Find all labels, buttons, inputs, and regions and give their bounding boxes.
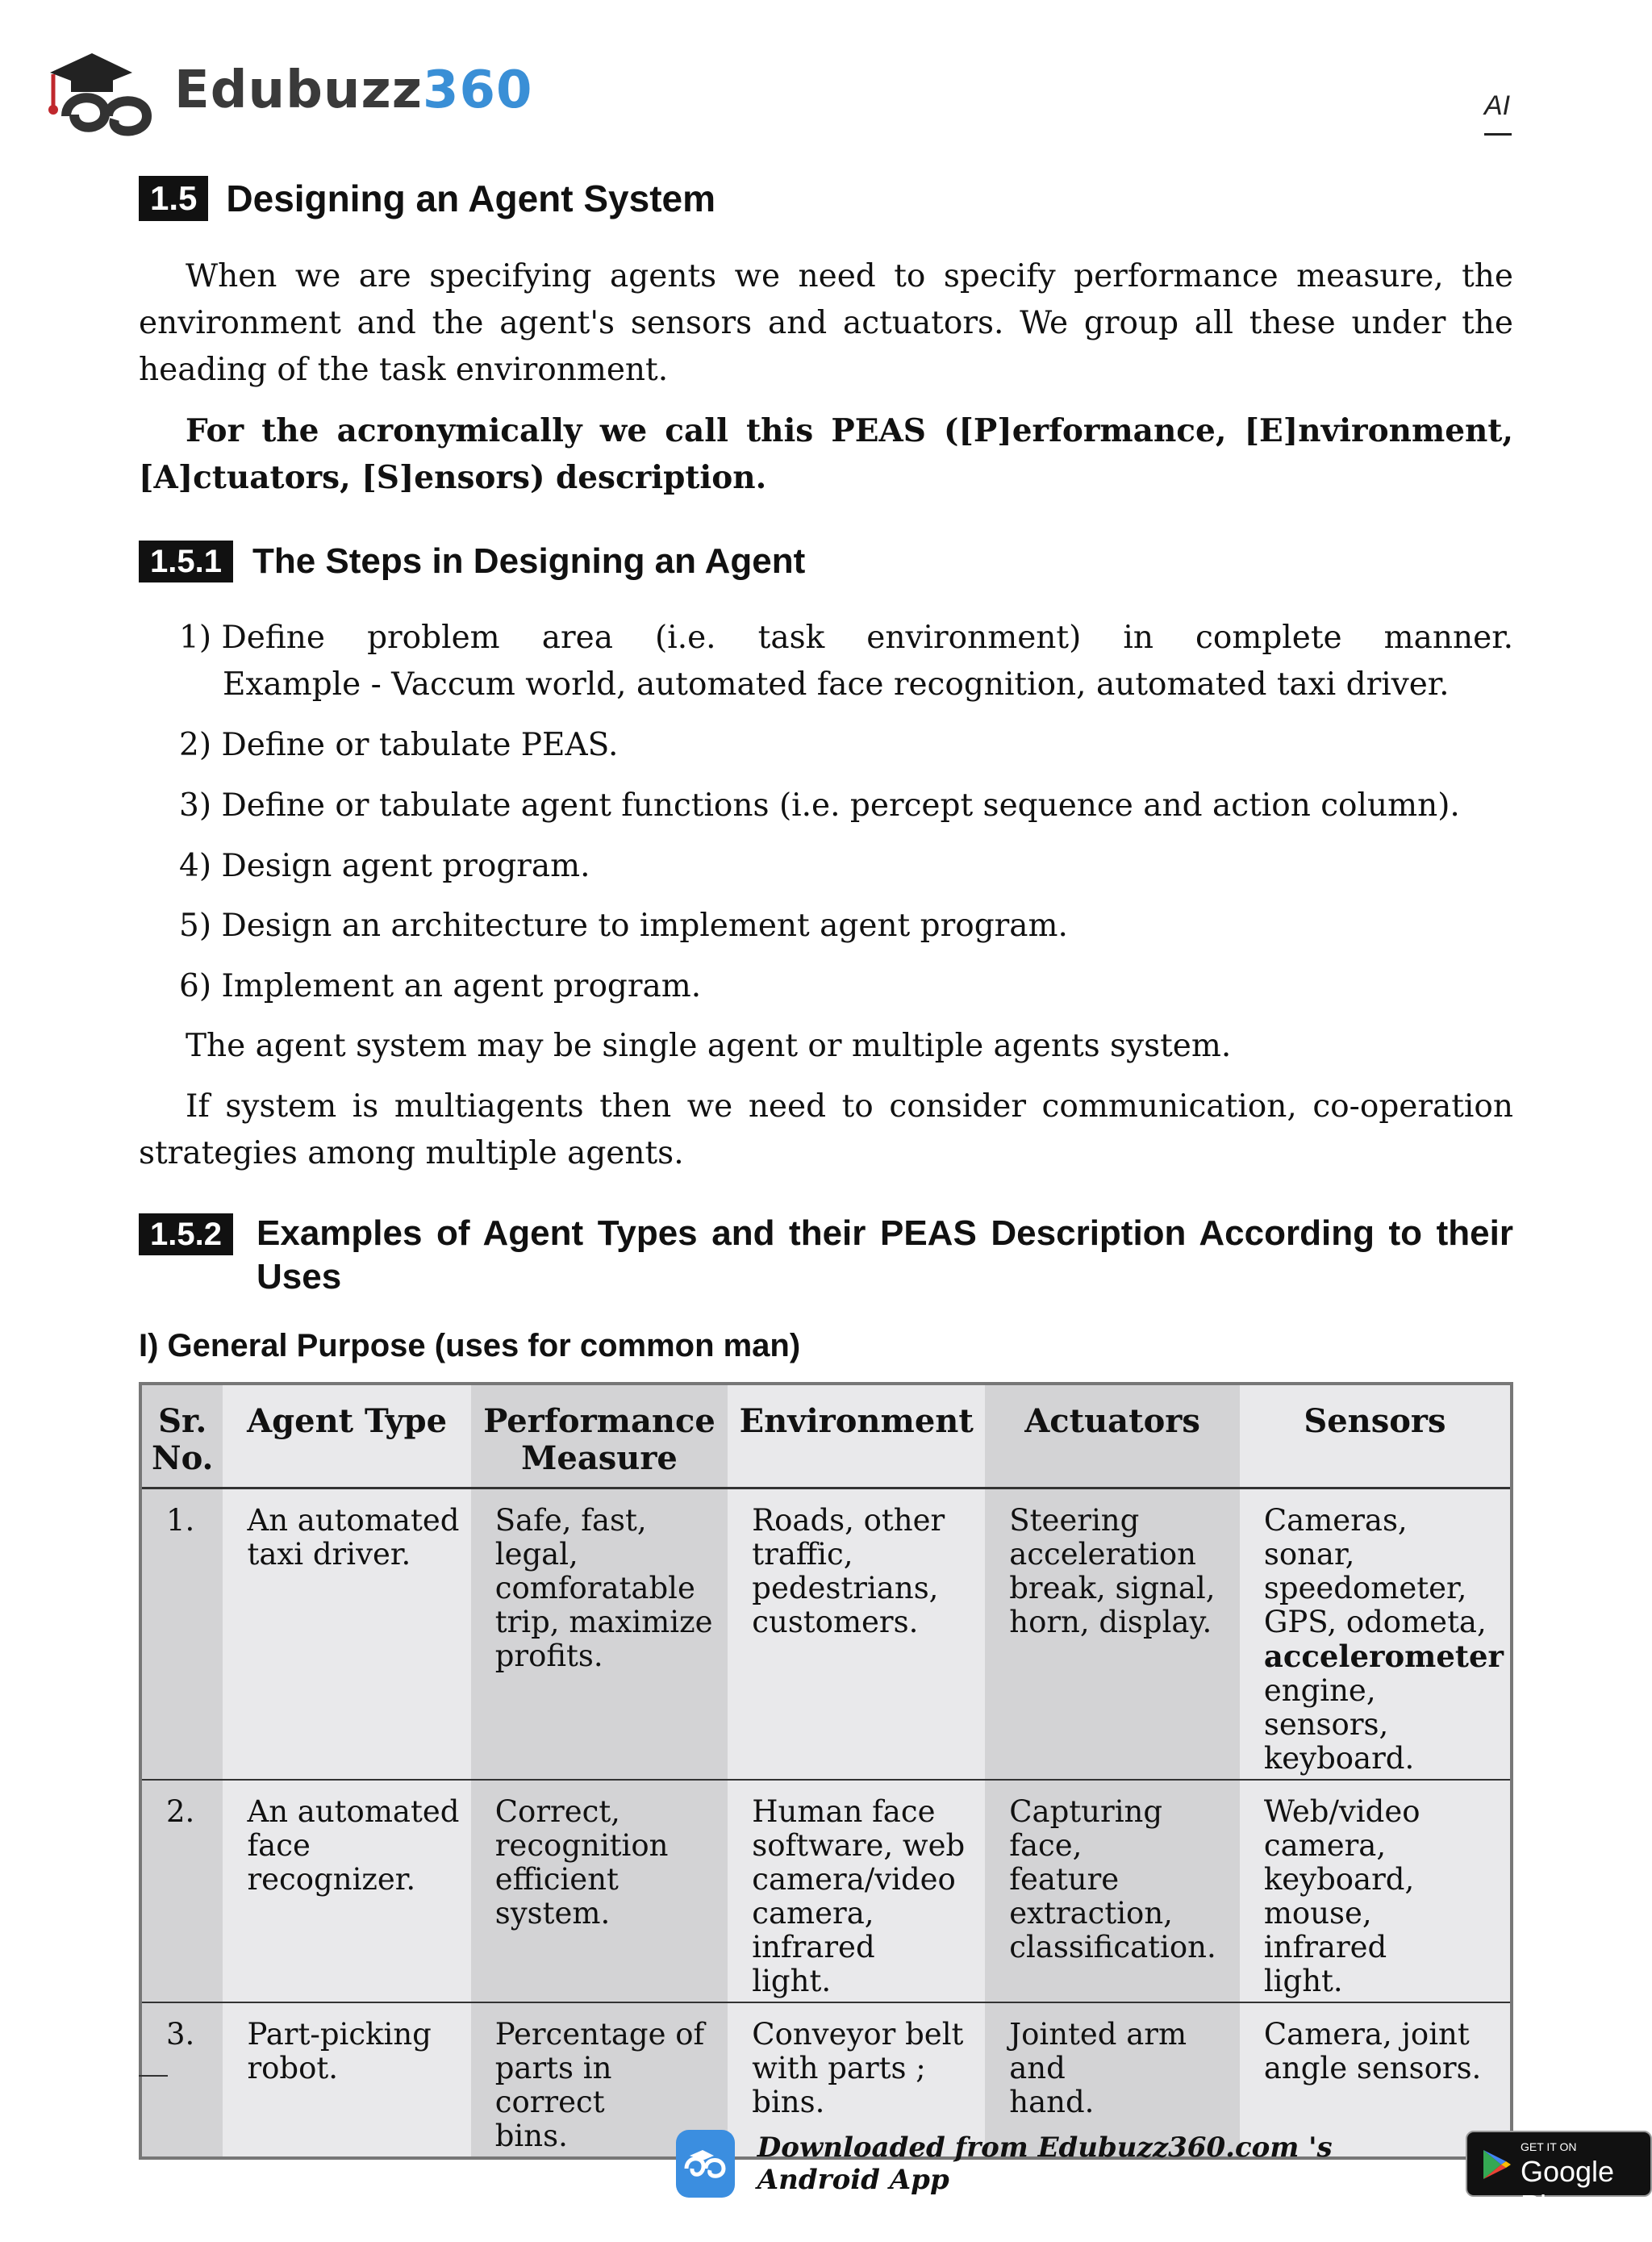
cell-performance: Percentage of parts in correct bins. <box>471 2002 728 2158</box>
cell-environment: Human face software, web camera/video camera, infrared light. <box>728 1780 985 2002</box>
table-header-row <box>140 1384 1512 1488</box>
brand-suffix: 360 <box>422 61 533 120</box>
cell-actuators: Capturing face, feature extraction, classification. <box>985 1780 1240 2002</box>
list-item-step-3: 3) Define or tabulate agent functions (i.e. percept sequence and action column). <box>179 787 1460 824</box>
badge-big-text: Google Play <box>1520 2155 1615 2222</box>
cell-performance: Correct, recognition efficient system. <box>471 1780 728 2002</box>
badge-small-text: GET IT ON <box>1520 2140 1577 2153</box>
header-sensors: Sensors <box>1240 1384 1512 1488</box>
header-actuators: Actuators <box>985 1384 1240 1488</box>
google-play-icon <box>1480 2148 1512 2181</box>
cell-sr-no: 2. <box>140 1780 223 2002</box>
cell-actuators: Steering acceleration break, signal, horn, display. <box>985 1488 1240 1781</box>
cell-sensors: Web/video camera, keyboard, mouse, infrared light. <box>1240 1780 1512 2002</box>
cell-agent-type: An automated taxi driver. <box>223 1488 470 1781</box>
cell-sr-no: 3. <box>140 2002 223 2158</box>
paragraph-multiagents: If system is multiagents then we need to consider communication, co-operation strategies among multiple agents. <box>139 1088 1513 1171</box>
peas-table <box>139 1382 1513 2160</box>
graduation-cap-logo-icon <box>42 42 163 139</box>
list-item-step-6: 6) Implement an agent program. <box>179 968 702 1004</box>
cell-agent-type: Part-picking robot. <box>223 2002 470 2158</box>
brand-prefix: Edubuzz <box>174 61 423 120</box>
footer-dash <box>139 2075 168 2077</box>
section-title: Examples of Agent Types and their PEAS Description According to their Uses <box>257 1213 1513 1296</box>
download-footer <box>676 2130 1652 2222</box>
edubuzz-app-icon <box>682 2148 728 2180</box>
paragraph-agent-system: The agent system may be single agent or multiple agents system. <box>186 1028 1232 1064</box>
paragraph-peas: For the acronymically we call this PEAS ([P]erformance, [E]nvironment, [A]ctuators, [S]ensors) description. <box>139 412 1513 496</box>
table-row <box>140 1780 1512 2002</box>
step-number: 1) <box>179 620 212 656</box>
section-number: 1.5.2 <box>139 1213 233 1255</box>
subject-label: AI <box>1484 90 1511 121</box>
cell-environment: Conveyor belt with parts ; bins. <box>728 2002 985 2158</box>
section-title: Designing an Agent System <box>226 177 716 219</box>
header-performance-measure: Performance Measure <box>471 1384 728 1488</box>
step-continuation: Example - Vaccum world, automated face recognition, automated taxi driver. <box>223 666 1450 703</box>
section-heading-1-5 <box>139 176 715 221</box>
download-text: Downloaded from Edubuzz360.com 's Android App <box>757 2131 1333 2196</box>
cell-actuators: Jointed arm and hand. <box>985 2002 1240 2158</box>
list-item-step-1: 1) Define problem area (i.e. task environment) in complete manner. Example - Vaccum world, automated face recognition, automated taxi driver. <box>179 615 1513 708</box>
cell-environment: Roads, other traffic, pedestrians, customers. <box>728 1488 985 1781</box>
section-title: The Steps in Designing an Agent <box>252 541 806 581</box>
section-number: 1.5.1 <box>139 541 233 582</box>
header-environment: Environment <box>728 1384 985 1488</box>
app-icon[interactable] <box>676 2130 735 2198</box>
list-item-step-5: 5) Design an architecture to implement agent program. <box>179 908 1068 944</box>
edubuzz-logo <box>42 42 533 139</box>
subheading-general-purpose: I) General Purpose (uses for common man) <box>139 1328 801 1363</box>
step-text-start: 1) Define <box>179 620 325 656</box>
cell-performance: Safe, fast, legal, comforatable trip, maximize profits. <box>471 1488 728 1781</box>
cell-sensors: Cameras, sonar, speedometer, GPS, odometa, accelerometer engine, sensors, keyboard. <box>1240 1488 1512 1781</box>
header-agent-type: Agent Type <box>223 1384 470 1488</box>
table-row <box>140 1488 1512 1781</box>
section-number: 1.5 <box>139 176 208 221</box>
paragraph-intro: When we are specifying agents we need to specify performance measure, the environment and the agent's sensors and actuators. We group all these under the heading of the task environment. <box>139 258 1513 388</box>
list-item-step-2: 2) Define or tabulate PEAS. <box>179 727 619 763</box>
cell-agent-type: An automated face recognizer. <box>223 1780 470 2002</box>
list-item-step-4: 4) Design agent program. <box>179 848 590 884</box>
header-sr-no: Sr. No. <box>140 1384 223 1488</box>
subject-underline <box>1484 133 1512 136</box>
cell-sr-no: 1. <box>140 1488 223 1781</box>
section-heading-1-5-2 <box>139 1212 1513 1299</box>
cell-sensors: Camera, joint angle sensors. <box>1240 2002 1512 2158</box>
google-play-badge[interactable] <box>1466 2131 1652 2222</box>
section-heading-1-5-1 <box>139 541 805 582</box>
brand-name <box>174 61 533 120</box>
